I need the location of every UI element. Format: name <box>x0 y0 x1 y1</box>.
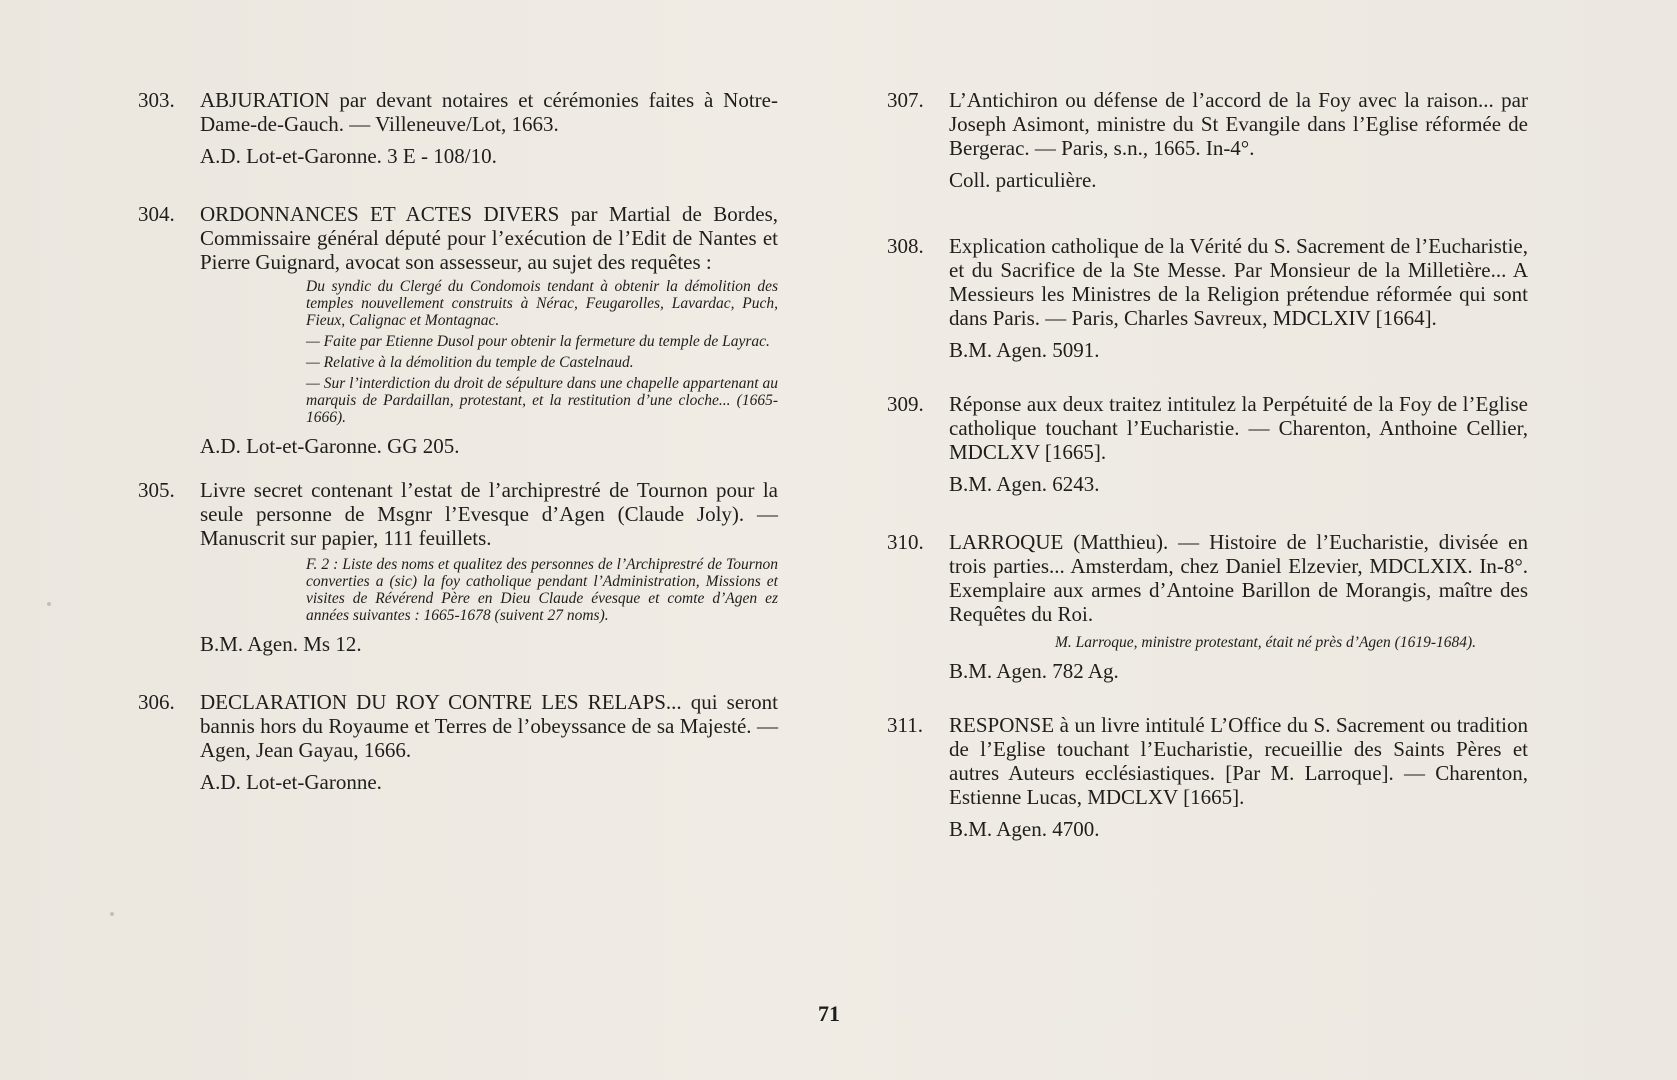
entry-number: 307. <box>887 88 924 112</box>
entry-description: DECLARATION DU ROY CONTRE LES RELAPS... qui seront bannis hors du Royaume et Terres de l’obeyssance de sa Majesté. — Agen, Jean Gayau, 1666. <box>200 690 778 762</box>
entry-number: 305. <box>138 478 175 502</box>
entry-number: 309. <box>887 392 924 416</box>
entry-description: ORDONNANCES ET ACTES DIVERS par Martial de Bordes, Commissaire général député pour l’exécution de l’Edit de Nantes et Pierre Guignard, avocat son assesseur, au sujet des requêtes : <box>200 202 778 274</box>
entry-number: 304. <box>138 202 175 226</box>
catalog-entry-308 <box>887 234 1528 362</box>
entry-notes <box>244 278 778 426</box>
entry-source: B.M. Agen. 782 Ag. <box>949 659 1119 683</box>
entry-source: Coll. particulière. <box>949 168 1097 192</box>
entry-description: LARROQUE (Matthieu). — Histoire de l’Eucharistie, divisée en trois parties... Amsterdam, chez Daniel Elzevier, MDCLXIX. In-8°. Exemplaire aux armes d’Antoine Barillon de Morangis, maître des Requêtes du Roi. <box>949 530 1528 626</box>
catalog-entry-305 <box>138 478 778 656</box>
entry-description: ABJURATION par devant notaires et cérémonies faites à Notre-Dame-de-Gauch. — Villeneuve/Lot, 1663. <box>200 88 778 136</box>
paper-speck <box>47 602 51 606</box>
entry-source: B.M. Agen. Ms 12. <box>200 632 362 656</box>
entry-source: A.D. Lot-et-Garonne. <box>200 770 382 794</box>
page-number: 71 <box>818 1001 840 1026</box>
entry-description: Livre secret contenant l’estat de l’archiprestré de Tournon pour la seule personne de Msgnr l’Evesque d’Agen (Claude Joly). — Manuscrit sur papier, 111 feuillets. <box>200 478 778 550</box>
catalog-entry-307 <box>887 88 1528 192</box>
entry-note: M. Larroque, ministre protestant, était né près d’Agen (1619-1684). <box>1055 634 1477 651</box>
entry-source: B.M. Agen. 4700. <box>949 817 1100 841</box>
entry-source: B.M. Agen. 5091. <box>949 338 1100 362</box>
entry-number: 303. <box>138 88 175 112</box>
catalog-entry-311 <box>887 713 1528 841</box>
entry-description: L’Antichiron ou défense de l’accord de la Foy avec la raison... par Joseph Asimont, ministre du St Evangile dans l’Eglise réformée de Bergerac. — Paris, s.n., 1665. In-4°. <box>949 88 1528 160</box>
entry-note: F. 2 : Liste des noms et qualitez des personnes de l’Archiprestré de Tournon converties a (sic) la foy catholique pendant l’Administration, Missions et visites de Révérend Père en Dieu Claude évesque et comte d’Agen ez années suivantes : 1665-1678 (suivent 27 noms). <box>306 556 778 624</box>
left-column <box>138 88 778 794</box>
catalog-entry-304 <box>138 202 778 458</box>
catalog-entry-306 <box>138 690 778 794</box>
paper-speck <box>110 912 114 916</box>
entry-description: RESPONSE à un livre intitulé L’Office du S. Sacrement ou tradition de l’Eglise touchant l’Eucharistie, recueillie des Saints Pères et autres Auteurs ecclésiastiques. [Par M. Larroque]. — Charenton, Estienne Lucas, MDCLXV [1665]. <box>949 713 1528 809</box>
entry-number: 308. <box>887 234 924 258</box>
catalog-entry-310 <box>887 530 1528 683</box>
entry-note: — Sur l’interdiction du droit de sépulture dans une chapelle appartenant au marquis de Pardaillan, protestant, et la restitution d’une cloche... (1665-1666). <box>306 375 778 426</box>
entry-note: — Faite par Etienne Dusol pour obtenir la fermeture du temple de Layrac. <box>306 333 770 350</box>
catalog-entry-303 <box>138 88 778 168</box>
entry-note: Du syndic du Clergé du Condomois tendant à obtenir la démolition des temples nouvellement construits à Nérac, Feugarolles, Lavardac, Puch, Fieux, Calignac et Montagnac. <box>306 278 778 329</box>
right-column <box>887 88 1528 841</box>
catalog-entry-309 <box>887 392 1528 496</box>
entry-source: A.D. Lot-et-Garonne. 3 E - 108/10. <box>200 144 497 168</box>
entry-number: 310. <box>887 530 924 554</box>
entry-number: 306. <box>138 690 175 714</box>
entry-number: 311. <box>887 713 923 737</box>
entry-note: — Relative à la démolition du temple de Castelnaud. <box>306 354 634 371</box>
entry-description: Explication catholique de la Vérité du S. Sacrement de l’Eucharistie, et du Sacrifice de la Ste Messe. Par Monsieur de la Milletière... A Messieurs les Ministres de la Religion prétendue réformée qui sont dans Paris. — Paris, Charles Savreux, MDCLXIV [1664]. <box>949 234 1528 330</box>
entry-source: B.M. Agen. 6243. <box>949 472 1100 496</box>
entry-source: A.D. Lot-et-Garonne. GG 205. <box>200 434 460 458</box>
entry-description: Réponse aux deux traitez intitulez la Perpétuité de la Foy de l’Eglise catholique touchant l’Eucharistie. — Charenton, Anthoine Cellier, MDCLXV [1665]. <box>949 392 1528 464</box>
